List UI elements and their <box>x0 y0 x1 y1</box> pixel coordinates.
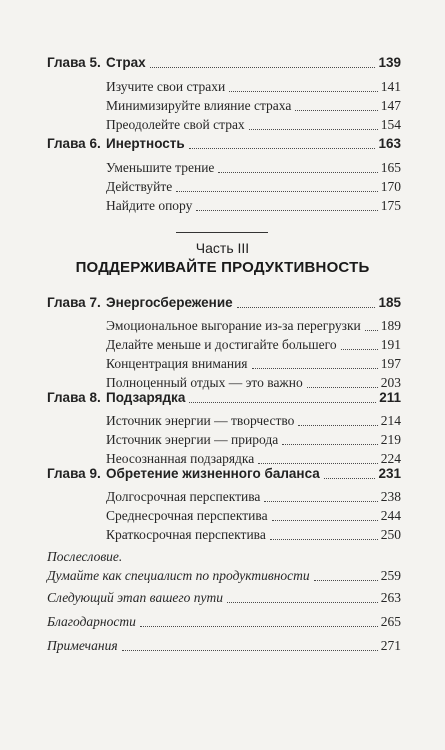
afterword-title: Думайте как специалист по продуктивности <box>47 568 310 583</box>
dot-leader <box>176 191 378 192</box>
dot-leader <box>365 330 378 331</box>
section-title: Преодолейте свой страх <box>106 117 245 132</box>
page-number: 139 <box>378 55 401 70</box>
page-number: 238 <box>380 489 401 504</box>
afterword-label: Послесловие. <box>47 549 123 564</box>
dot-leader <box>229 91 378 92</box>
chapter-title: Обретение жизненного баланса <box>106 466 320 481</box>
dot-leader <box>264 501 378 502</box>
page-number: 147 <box>380 98 401 113</box>
chapter-title: Подзарядка <box>106 390 186 405</box>
page-number: 259 <box>380 568 401 583</box>
toc-section-entry[interactable] <box>0 77 445 97</box>
toc-back-matter-entry[interactable] <box>0 566 445 586</box>
chapter-number: Глава 5. <box>47 55 101 70</box>
toc-section-entry[interactable] <box>0 487 445 507</box>
dot-leader <box>237 307 375 308</box>
toc-section-entry[interactable] <box>0 430 445 450</box>
toc-chapter-entry[interactable] <box>0 464 445 484</box>
chapter-number: Глава 7. <box>47 295 101 310</box>
dot-leader <box>282 444 378 445</box>
dot-leader <box>272 520 378 521</box>
section-title: Минимизируйте влияние страха <box>106 98 292 113</box>
section-title: Полноценный отдых — это важно <box>106 375 303 390</box>
section-title: Источник энергии — творчество <box>106 413 295 428</box>
page-number: 170 <box>380 179 401 194</box>
toc-section-entry[interactable] <box>0 316 445 336</box>
dot-leader <box>140 626 378 627</box>
page-number: 203 <box>380 375 401 390</box>
page-number: 219 <box>380 432 401 447</box>
page-number: 224 <box>380 451 401 466</box>
toc-section-entry[interactable] <box>0 335 445 355</box>
section-title: Неосознанная подзарядка <box>106 451 255 466</box>
dot-leader <box>218 172 378 173</box>
page-number: 189 <box>380 318 401 333</box>
page-number: 231 <box>378 466 401 481</box>
dot-leader <box>324 478 375 479</box>
dot-leader <box>252 368 378 369</box>
chapter-title: Страх <box>106 55 146 70</box>
toc-section-entry[interactable] <box>0 115 445 135</box>
page-number: 271 <box>380 638 401 653</box>
section-title: Среднесрочная перспектива <box>106 508 268 523</box>
page-number: 165 <box>380 160 401 175</box>
toc-chapter-entry[interactable] <box>0 293 445 313</box>
acknowledgements-title: Благодарности <box>47 614 136 629</box>
toc-chapter-entry[interactable] <box>0 388 445 408</box>
dot-leader <box>249 129 378 130</box>
section-title: Концентрация внимания <box>106 356 248 371</box>
page-number: 197 <box>380 356 401 371</box>
toc-section-entry[interactable] <box>0 177 445 197</box>
toc-back-matter-entry[interactable] <box>0 588 445 608</box>
part-title: ПОДДЕРЖИВАЙТЕ ПРОДУКТИВНОСТЬ <box>75 259 370 276</box>
toc-chapter-entry[interactable] <box>0 134 445 154</box>
dot-leader <box>189 148 375 149</box>
dot-leader <box>189 402 376 403</box>
chapter-number: Глава 6. <box>47 136 101 151</box>
toc-section-entry[interactable] <box>0 196 445 216</box>
part-divider-rule <box>176 232 268 233</box>
section-title: Источник энергии — природа <box>106 432 279 447</box>
toc-back-matter-entry[interactable] <box>0 612 445 632</box>
dot-leader <box>270 539 378 540</box>
page-number: 163 <box>378 136 401 151</box>
dot-leader <box>150 67 375 68</box>
chapter-number: Глава 9. <box>47 466 101 481</box>
page-number: 214 <box>380 413 401 428</box>
section-title: Уменьшите трение <box>106 160 215 175</box>
notes-title: Примечания <box>47 638 118 653</box>
toc-section-entry[interactable] <box>0 158 445 178</box>
page-number: 141 <box>380 79 401 94</box>
toc-back-matter-entry[interactable] <box>0 636 445 656</box>
dot-leader <box>295 110 378 111</box>
toc-section-entry[interactable] <box>0 506 445 526</box>
next-step-title: Следующий этап вашего пути <box>47 590 224 605</box>
section-title: Делайте меньше и достигайте большего <box>106 337 337 352</box>
part-label: Часть III <box>195 240 250 256</box>
section-title: Изучите свои страхи <box>106 79 226 94</box>
page-number: 250 <box>380 527 401 542</box>
page-number: 154 <box>380 117 401 132</box>
toc-section-entry[interactable] <box>0 354 445 374</box>
chapter-title: Инертность <box>106 136 185 151</box>
dot-leader <box>227 602 378 603</box>
section-title: Краткосрочная перспектива <box>106 527 266 542</box>
chapter-title: Энергосбережение <box>106 295 233 310</box>
section-title: Долгосрочная перспектива <box>106 489 261 504</box>
page-number: 265 <box>380 614 401 629</box>
chapter-number: Глава 8. <box>47 390 101 405</box>
page-number: 244 <box>380 508 401 523</box>
section-title: Эмоциональное выгорание из-за перегрузки <box>106 318 361 333</box>
toc-section-entry[interactable] <box>0 96 445 116</box>
toc-section-entry[interactable] <box>0 525 445 545</box>
dot-leader <box>341 349 378 350</box>
page-number: 263 <box>380 590 401 605</box>
dot-leader <box>122 650 378 651</box>
toc-chapter-entry[interactable] <box>0 53 445 73</box>
toc-afterword-label <box>0 547 445 567</box>
section-title: Найдите опору <box>106 198 193 213</box>
dot-leader <box>196 210 378 211</box>
dot-leader <box>298 425 378 426</box>
page-number: 191 <box>380 337 401 352</box>
section-title: Действуйте <box>106 179 173 194</box>
toc-section-entry[interactable] <box>0 411 445 431</box>
page-number: 211 <box>379 390 401 405</box>
dot-leader <box>314 580 378 581</box>
page-number: 175 <box>380 198 401 213</box>
page-number: 185 <box>378 295 401 310</box>
